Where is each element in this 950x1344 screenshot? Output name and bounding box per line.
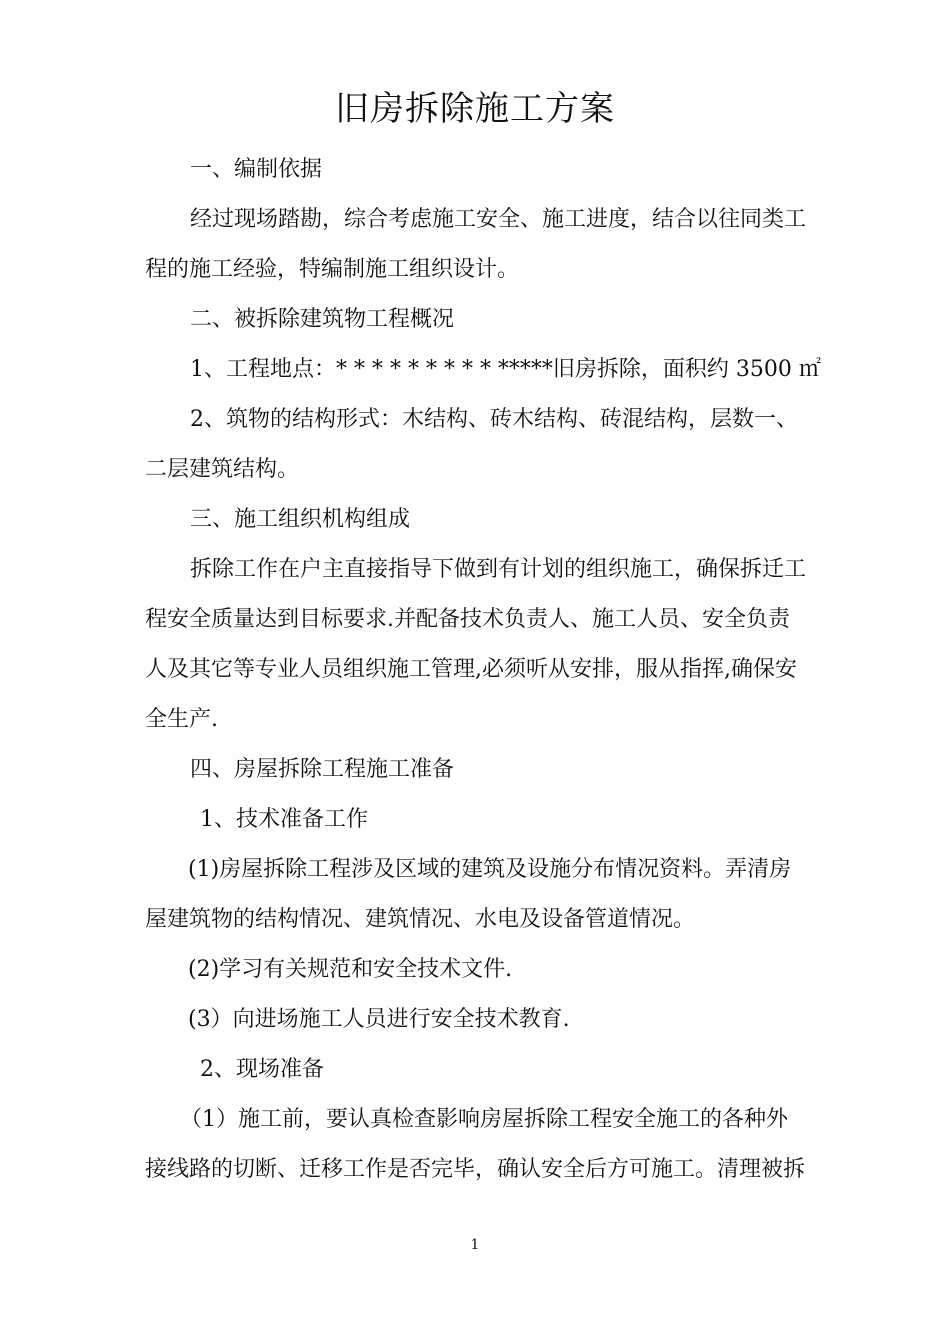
section-heading-overview: 二、被拆除建筑物工程概况 bbox=[190, 307, 455, 332]
paragraph-line: 1、工程地点：* * * * * * * * * *****旧房拆除，面积约 3500 ㎡ bbox=[190, 357, 821, 382]
paragraph-line: 拆除工作在户主直接指导下做到有计划的组织施工，确保拆迁工 bbox=[190, 557, 807, 582]
paragraph-line: 2、筑物的结构形式：木结构、砖木结构、砖混结构，层数一、 bbox=[190, 407, 798, 432]
section-heading-organization: 三、施工组织机构组成 bbox=[190, 507, 411, 532]
paragraph-line: （1）施工前，要认真检查影响房屋拆除工程安全施工的各种外 bbox=[180, 1107, 788, 1132]
paragraph-line: 程的施工经验，特编制施工组织设计。 bbox=[145, 257, 520, 282]
page-number: 1 bbox=[470, 1237, 480, 1253]
paragraph-line: (2)学习有关规范和安全技术文件. bbox=[188, 957, 513, 982]
section-heading-preparation: 四、房屋拆除工程施工准备 bbox=[190, 757, 455, 782]
document-title: 旧房拆除施工方案 bbox=[335, 89, 615, 129]
paragraph-line: (3）向进场施工人员进行安全技术教育. bbox=[188, 1007, 570, 1032]
paragraph-line: 二层建筑结构。 bbox=[145, 457, 300, 482]
paragraph-line: 人及其它等专业人员组织施工管理,必须听从安排，服从指挥,确保安 bbox=[145, 657, 797, 682]
paragraph-line: 屋建筑物的结构情况、建筑情况、水电及设备管道情况。 bbox=[145, 907, 696, 932]
paragraph-line: (1)房屋拆除工程涉及区域的建筑及设施分布情况资料。弄清房 bbox=[188, 857, 792, 882]
section-heading-basis: 一、编制依据 bbox=[190, 157, 323, 182]
paragraph-line: 程安全质量达到目标要求.并配备技术负责人、施工人员、安全负责 bbox=[145, 607, 790, 632]
subsection-heading-technical: 1、技术准备工作 bbox=[200, 807, 368, 832]
paragraph-line: 经过现场踏勘，综合考虑施工安全、施工进度，结合以往同类工 bbox=[190, 207, 807, 232]
subsection-heading-site: 2、现场准备 bbox=[200, 1057, 324, 1082]
paragraph-line: 全生产. bbox=[145, 707, 218, 732]
paragraph-line: 接线路的切断、迁移工作是否完毕，确认安全后方可施工。清理被拆 bbox=[145, 1157, 806, 1182]
